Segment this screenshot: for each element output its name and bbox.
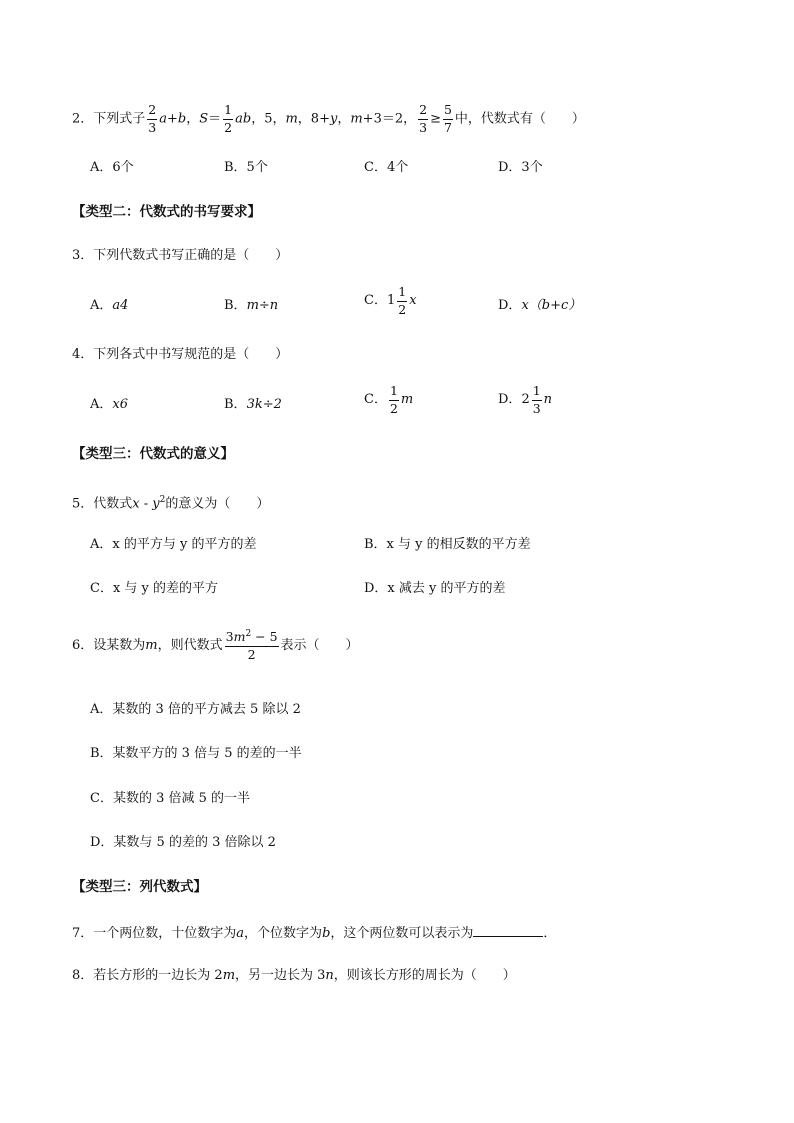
option-label: B． xyxy=(224,298,247,313)
option-d[interactable] xyxy=(498,385,552,415)
fraction-denominator: 7 xyxy=(443,119,452,135)
math-variable: a xyxy=(236,926,245,941)
question-2 xyxy=(72,104,585,134)
math-expression: a+b xyxy=(159,111,187,127)
math-variable: m xyxy=(350,111,363,127)
fraction-numerator: 5 xyxy=(443,104,453,120)
question-text: ，另一边长为 3 xyxy=(235,968,326,983)
text: ＝ xyxy=(208,111,222,127)
section-heading: 【类型二：代数式的书写要求】 xyxy=(72,204,261,220)
text: ≥ xyxy=(430,111,441,127)
question-text: 下列式子 xyxy=(93,111,146,127)
question-text: 6．设某数为 xyxy=(72,638,146,654)
math-variable: m xyxy=(285,111,298,127)
fraction xyxy=(225,630,279,661)
question-3: 3．下列代数式书写正确的是（ ） xyxy=(72,248,289,263)
math-variable: n xyxy=(543,392,553,407)
question-text: ，则该长方形的周长为（ ） xyxy=(333,968,516,983)
option-a[interactable]: A．6个 xyxy=(90,160,134,175)
text: ， xyxy=(337,111,351,127)
fraction-denominator: 2 xyxy=(224,119,233,135)
fraction xyxy=(532,385,542,415)
option-label: C． xyxy=(364,293,387,308)
question-8 xyxy=(72,966,516,986)
option-d[interactable] xyxy=(498,296,581,316)
answer-blank[interactable] xyxy=(473,922,543,937)
math-exponent: 2 xyxy=(159,495,166,505)
math-expression: （b+c） xyxy=(528,298,582,313)
fraction xyxy=(147,104,157,134)
fraction-denominator: 3 xyxy=(532,400,541,416)
option-c[interactable]: C．x 与 y 的差的平方 xyxy=(90,581,219,596)
text: ， xyxy=(186,111,200,127)
option-a[interactable]: A．x 的平方与 y 的平方的差 xyxy=(90,537,257,552)
fraction-numerator: 1 xyxy=(389,385,399,401)
option-b[interactable]: B．某数平方的 3 倍与 5 的差的一半 xyxy=(90,746,302,761)
math-variable: b xyxy=(322,926,331,941)
math-exponent: 2 xyxy=(245,629,252,639)
math-expression: 3k÷2 xyxy=(246,397,282,412)
math-expression: x6 xyxy=(112,397,128,412)
fraction xyxy=(418,104,428,134)
option-a[interactable]: A．某数的 3 倍的平方减去 5 除以 2 xyxy=(90,702,301,717)
math-variable: y xyxy=(152,496,160,512)
question-text: 表示（ ） xyxy=(280,638,359,654)
math-variable: y xyxy=(329,111,338,127)
math-variable: x xyxy=(132,496,140,512)
math-variable: m xyxy=(145,638,158,654)
math-expression: a4 xyxy=(112,298,129,313)
fraction xyxy=(223,104,233,134)
option-label: C． xyxy=(364,392,387,407)
question-text: ，个位数字为 xyxy=(244,926,323,941)
option-label: B． xyxy=(224,397,247,412)
section-heading: 【类型三：代数式的意义】 xyxy=(72,446,234,462)
question-text: 8．若长方形的一边长为 2 xyxy=(72,968,223,983)
option-c[interactable]: C．4个 xyxy=(364,160,409,175)
fraction-denominator: 3 xyxy=(419,119,428,135)
fraction-numerator: 1 xyxy=(397,286,407,302)
option-b[interactable] xyxy=(224,296,278,316)
question-text: ，则代数式 xyxy=(157,638,223,654)
option-c[interactable] xyxy=(364,385,413,415)
math-variable: S xyxy=(199,111,209,127)
option-c[interactable] xyxy=(364,286,417,316)
option-b[interactable]: B．x 与 y 的相反数的平方差 xyxy=(364,537,531,552)
option-label: D． xyxy=(498,298,522,313)
text: +3＝2， xyxy=(362,111,417,127)
option-d[interactable]: D．某数与 5 的差的 3 倍除以 2 xyxy=(90,835,276,850)
text: ，5， xyxy=(251,111,286,127)
fraction-numerator: 2 xyxy=(147,104,157,120)
option-b[interactable]: B．5个 xyxy=(224,160,268,175)
question-text: ，这个两位数可以表示为 xyxy=(330,926,474,941)
math-expression: ab xyxy=(235,111,252,127)
coefficient: 3 xyxy=(225,629,234,645)
math-variable: n xyxy=(325,968,334,983)
math-variable: m xyxy=(233,629,246,645)
option-b[interactable] xyxy=(224,395,282,415)
option-c[interactable]: C．某数的 3 倍减 5 的一半 xyxy=(90,791,251,806)
question-7 xyxy=(72,922,556,944)
math-variable: x xyxy=(521,298,529,313)
math-term: − 5 xyxy=(251,629,278,645)
text: ． xyxy=(543,926,557,941)
fraction-numerator: 1 xyxy=(223,104,233,120)
fraction-denominator: 2 xyxy=(398,301,407,317)
option-a[interactable] xyxy=(90,395,128,415)
math-variable: m xyxy=(222,968,236,983)
question-text: 7．一个两位数，十位数字为 xyxy=(72,926,237,941)
question-text: 5．代数式 xyxy=(72,496,133,512)
question-5 xyxy=(72,490,269,514)
text: ，8+ xyxy=(297,111,330,127)
option-d[interactable]: D．x 减去 y 的平方的差 xyxy=(364,581,506,596)
fraction-denominator: 2 xyxy=(247,646,256,662)
option-label: A． xyxy=(90,397,113,412)
fraction-denominator: 3 xyxy=(148,119,157,135)
option-label: A． xyxy=(90,298,113,313)
mixed-whole: 1 xyxy=(386,293,396,308)
fraction-numerator xyxy=(225,630,279,647)
question-4: 4．下列各式中书写规范的是（ ） xyxy=(72,347,289,362)
fraction-numerator: 2 xyxy=(418,104,428,120)
question-text: 的意义为（ ） xyxy=(165,496,270,512)
mixed-whole: 2 xyxy=(521,392,530,407)
option-a[interactable] xyxy=(90,296,128,316)
question-number: 2． xyxy=(72,111,94,127)
fraction xyxy=(397,286,407,316)
math-operator: - xyxy=(139,496,153,512)
math-variable: m xyxy=(400,392,414,407)
math-variable: x xyxy=(409,293,417,308)
option-label: D． xyxy=(498,392,522,407)
fraction-numerator: 1 xyxy=(532,385,542,401)
math-expression: m÷n xyxy=(246,298,279,313)
question-text: 中，代数式有（ ） xyxy=(454,111,585,127)
fraction xyxy=(443,104,453,134)
question-6 xyxy=(72,630,359,661)
fraction xyxy=(389,385,399,415)
section-heading: 【类型三：列代数式】 xyxy=(72,879,207,895)
fraction-denominator: 2 xyxy=(389,400,398,416)
option-d[interactable]: D．3个 xyxy=(498,160,543,175)
